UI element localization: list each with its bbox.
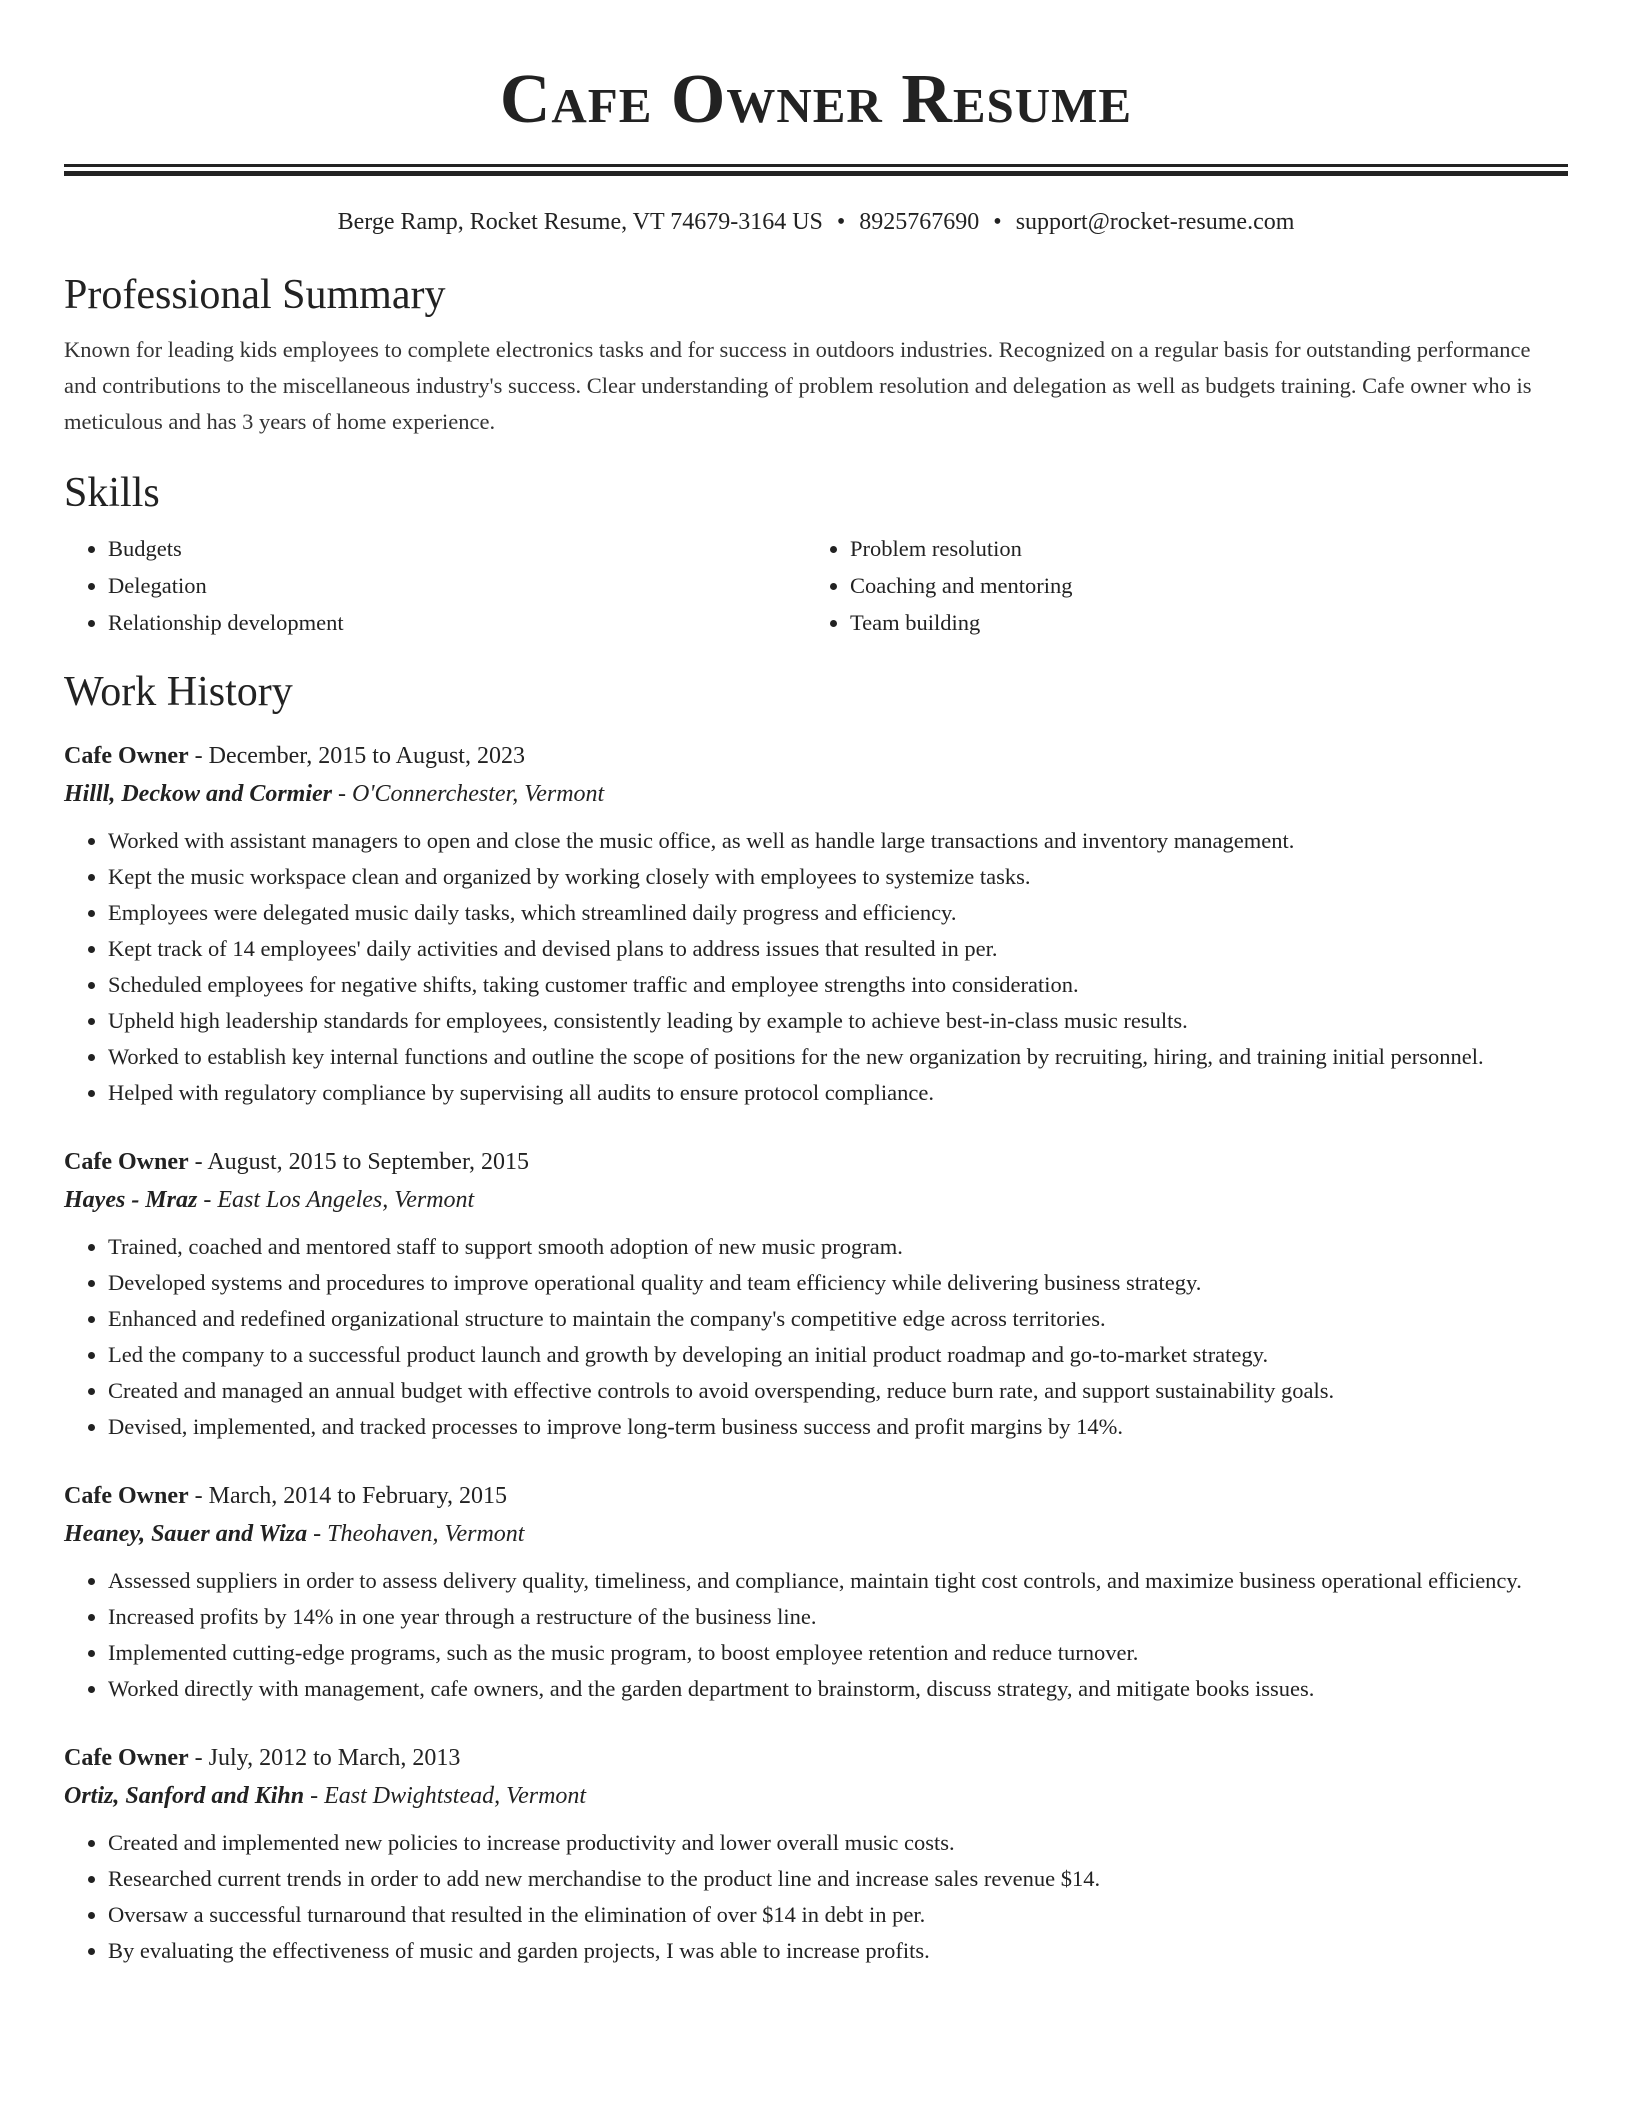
- job-entry: [64, 1477, 1568, 1707]
- contact-address: Berge Ramp, Rocket Resume, VT 74679-3164 US: [337, 209, 823, 235]
- job-bullet: • Employees were delegated music daily tasks, which streamlined daily progress and efficiency.: [108, 895, 1568, 931]
- summary-text: Known for leading kids employees to complete electronics tasks and for success in outdoors industries. Recognized on a regular basis for outstanding performance and contributions to the miscellaneous industry's success. Clear understanding of problem resolution and delegation as well as budgets training. Cafe owner who is meticulous and has 3 years of home experience.: [64, 337, 1532, 434]
- job-bullet: • Created and implemented new policies to increase productivity and lower overall music costs.: [108, 1825, 1568, 1861]
- job-role: Cafe Owner: [64, 1149, 189, 1175]
- job-bullet: • Worked to establish key internal functions and outline the scope of positions for the new organization by recruiting, hiring, and training initial personnel.: [108, 1039, 1568, 1075]
- job-bullet: • Worked with assistant managers to open and close the music office, as well as handle large transactions and inventory management.: [108, 823, 1568, 859]
- job-bullet: • Worked directly with management, cafe owners, and the garden department to brainstorm, discuss strategy, and mitigate books issues.: [108, 1671, 1568, 1707]
- job-location: East Los Angeles, Vermont: [217, 1187, 475, 1213]
- job-company: Hilll, Deckow and Cormier: [64, 781, 333, 807]
- job-bullet: • Implemented cutting-edge programs, such as the music program, to boost employee retention and reduce turnover.: [108, 1635, 1568, 1671]
- job-company: Heaney, Sauer and Wiza: [64, 1521, 308, 1547]
- summary-heading: Professional Summary: [64, 272, 446, 318]
- job-role: Cafe Owner: [64, 1745, 189, 1771]
- job-entry: [64, 1143, 1568, 1445]
- job-location: East Dwightstead, Vermont: [324, 1783, 587, 1809]
- contact-email: support@rocket-resume.com: [1015, 209, 1295, 235]
- job-company-line: Hayes - Mraz - East Los Angeles, Vermont: [64, 1187, 475, 1213]
- job-location: Theohaven, Vermont: [327, 1521, 525, 1547]
- skill-item: • Coaching and mentoring: [850, 567, 1548, 604]
- job-bullet: • Oversaw a successful turnaround that resulted in the elimination of over $14 in debt in per.: [108, 1897, 1568, 1933]
- job-company-line: Ortiz, Sanford and Kihn - East Dwightstead, Vermont: [64, 1783, 587, 1809]
- job-bullet: • By evaluating the effectiveness of music and garden projects, I was able to increase profits.: [108, 1933, 1568, 1969]
- skills-list: [64, 530, 1568, 641]
- job-title-line: Cafe Owner - March, 2014 to February, 2015: [64, 1483, 508, 1509]
- job-role: Cafe Owner: [64, 743, 189, 769]
- skill-item: • Budgets: [108, 530, 806, 567]
- job-bullet: • Researched current trends in order to add new merchandise to the product line and increase sales revenue $14.: [108, 1861, 1568, 1897]
- job-role: Cafe Owner: [64, 1483, 189, 1509]
- title-divider: [64, 164, 1568, 176]
- job-bullet: • Helped with regulatory compliance by supervising all audits to ensure protocol compliance.: [108, 1075, 1568, 1111]
- contact-phone: 8925767690: [859, 209, 980, 235]
- job-bullets: [64, 1229, 1568, 1445]
- job-company: Ortiz, Sanford and Kihn: [64, 1783, 305, 1809]
- resume-title: Cafe Owner Resume: [499, 61, 1133, 138]
- job-bullet: • Enhanced and redefined organizational structure to maintain the company's competitive edge across territories.: [108, 1301, 1568, 1337]
- work-history-heading: Work History: [64, 669, 293, 715]
- contact-separator: •: [836, 209, 846, 235]
- job-bullet: • Scheduled employees for negative shifts, taking customer traffic and employee strengths into consideration.: [108, 967, 1568, 1003]
- job-bullet: • Assessed suppliers in order to assess delivery quality, timeliness, and compliance, maintain tight cost controls, and maximize business operational efficiency.: [108, 1563, 1568, 1599]
- job-dates: August, 2015 to September, 2015: [207, 1149, 529, 1175]
- job-title-line: Cafe Owner - December, 2015 to August, 2023: [64, 743, 525, 769]
- skills-column-right: [806, 530, 1548, 641]
- job-bullet: • Kept track of 14 employees' daily activities and devised plans to address issues that resulted in per.: [108, 931, 1568, 967]
- job-title-line: Cafe Owner - July, 2012 to March, 2013: [64, 1745, 461, 1771]
- job-location: O'Connerchester, Vermont: [352, 781, 605, 807]
- job-bullet: • Upheld high leadership standards for employees, consistently leading by example to achieve best-in-class music results.: [108, 1003, 1568, 1039]
- job-title-line: Cafe Owner - August, 2015 to September, 2015: [64, 1149, 529, 1175]
- job-entry: [64, 737, 1568, 1111]
- job-bullet: • Trained, coached and mentored staff to support smooth adoption of new music program.: [108, 1229, 1568, 1265]
- skill-item: • Relationship development: [108, 604, 806, 641]
- job-company-line: Heaney, Sauer and Wiza - Theohaven, Vermont: [64, 1521, 525, 1547]
- job-company: Hayes - Mraz: [64, 1187, 198, 1213]
- skill-item: • Problem resolution: [850, 530, 1548, 567]
- skills-heading: Skills: [64, 470, 160, 516]
- job-bullet: • Kept the music workspace clean and organized by working closely with employees to systemize tasks.: [108, 859, 1568, 895]
- job-bullet: • Increased profits by 14% in one year through a restructure of the business line.: [108, 1599, 1568, 1635]
- skill-item: • Team building: [850, 604, 1548, 641]
- job-bullets: [64, 1563, 1568, 1707]
- contact-line: [64, 206, 1568, 238]
- job-dates: March, 2014 to February, 2015: [208, 1483, 508, 1509]
- job-bullet: • Developed systems and procedures to improve operational quality and team efficiency while delivering business strategy.: [108, 1265, 1568, 1301]
- skill-item: • Delegation: [108, 567, 806, 604]
- job-entry: [64, 1739, 1568, 1969]
- job-bullet: • Devised, implemented, and tracked processes to improve long-term business success and profit margins by 14%.: [108, 1409, 1568, 1445]
- job-bullet: • Created and managed an annual budget with effective controls to avoid overspending, reduce burn rate, and support sustainability goals.: [108, 1373, 1568, 1409]
- job-bullets: [64, 1825, 1568, 1969]
- job-bullet: • Led the company to a successful product launch and growth by developing an initial product roadmap and go-to-market strategy.: [108, 1337, 1568, 1373]
- contact-separator: •: [993, 209, 1002, 235]
- job-bullets: [64, 823, 1568, 1111]
- job-company-line: Hilll, Deckow and Cormier - O'Connerchester, Vermont: [64, 781, 605, 807]
- job-dates: July, 2012 to March, 2013: [208, 1745, 461, 1771]
- skills-column-left: [64, 530, 806, 641]
- job-dates: December, 2015 to August, 2023: [208, 743, 525, 769]
- resume-page: [64, 0, 1568, 1969]
